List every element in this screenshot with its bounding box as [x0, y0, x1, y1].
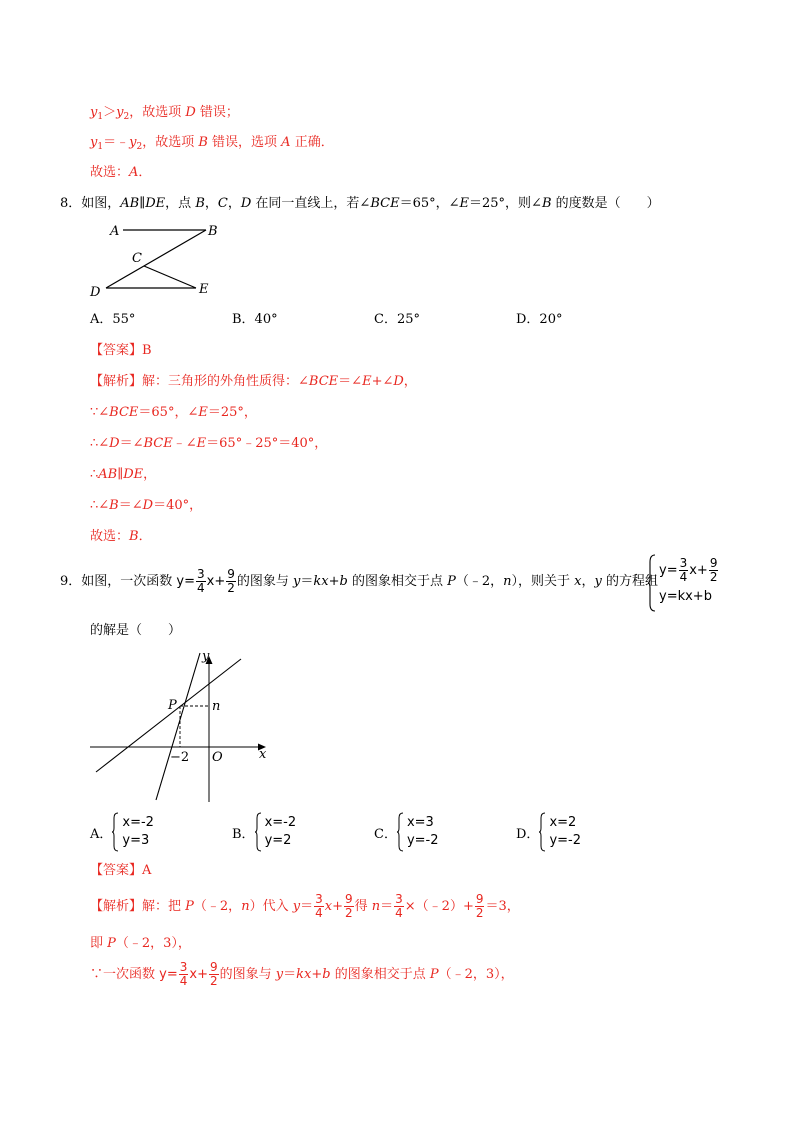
q9-sol-frac-9-2: $\frac{9}{2}$	[344, 892, 353, 920]
q8-answer: 【答案】B	[90, 343, 152, 358]
q9-answer: 【答案】A	[90, 863, 152, 878]
q8-solution-line-3: ∴∠D＝∠BCE﹣∠E＝65°﹣25°＝40°，	[90, 436, 328, 451]
q9-solution-line-2: 即 P（﹣2，3），	[90, 936, 191, 951]
q8-solution-line-5: ∴∠B＝∠D＝40°，	[90, 498, 203, 513]
q9-system-frac-3-4: $\frac{3}{4}$	[679, 556, 688, 584]
q9-stem-frac-3-4: $\frac{3}{4}$	[197, 567, 205, 595]
q9-label-p: P	[168, 698, 177, 713]
q9-figure	[88, 646, 278, 806]
q9-sol3-frac-3-4: $\frac{3}{4}$	[179, 960, 188, 988]
q8-option-c[interactable]: C．25°	[374, 312, 420, 327]
q8-solution-line-2: ∵∠BCE＝65°，∠E＝25°，	[90, 405, 257, 420]
q9-stem-frac-9-2: $\frac{9}{2}$	[227, 567, 235, 595]
q9-option-d-brace	[539, 812, 546, 852]
q8-label-a: A	[110, 224, 120, 239]
q9-label-x: x	[259, 747, 267, 762]
q8-line-bd	[106, 230, 206, 288]
q9-system-frac-9-2: $\frac{9}{2}$	[709, 556, 718, 584]
q8-solution-line-4: ∴AB∥DE，	[90, 467, 157, 482]
q9-option-b[interactable]: B． x=-2 y=2	[232, 812, 296, 852]
q8-label-b: B	[208, 224, 218, 239]
q8-line-ce	[144, 266, 196, 288]
q8-option-a[interactable]: A．55°	[90, 312, 136, 327]
q8-figure	[80, 218, 230, 302]
q9-option-c-brace	[397, 812, 404, 852]
q9-label-y: y	[202, 649, 210, 664]
q8-solution-line-6: 故选：B．	[90, 529, 152, 544]
q8-label-e: E	[199, 282, 209, 297]
q9-stem-line-2: 的解是（ ）	[90, 623, 182, 638]
q9-option-a-brace	[112, 812, 119, 852]
prev-solution-line-2: $y_1=﹣y_2$，故选项 B 错误，选项 A 正确．	[90, 135, 334, 152]
q9-solution-line-3: ∵一次函数 y= $\frac{3}{4}$ x+ $\frac{9}{2}$ 的图象与 y＝kx+b 的图象相交于点 P（﹣2，3），	[90, 960, 514, 988]
prev-solution-line-1: $y_1>y_2$，故选项 D 错误；	[90, 105, 239, 122]
q9-system-row-2: y=kx+b	[659, 589, 712, 604]
q9-label-n: n	[212, 699, 221, 714]
q9-solution-line-1: 【解析】解：把 P（﹣2，n）代入 y＝ $\frac{3}{4}$ x+ $\frac{9}{2}$ 得 n＝ $\frac{3}{4}$ ×（﹣2）+ $\frac{9}{2}$ ＝3，	[90, 892, 520, 920]
q9-system-brace	[648, 554, 656, 612]
q8-label-d: D	[90, 285, 101, 300]
q9-option-b-brace	[255, 812, 262, 852]
q9-option-a[interactable]: A． x=-2 y=3	[90, 812, 154, 852]
q8-option-d[interactable]: D．20°	[516, 312, 563, 327]
q9-stem: 9．如图，一次函数 y= $\frac{3}{4}$ x+ $\frac{9}{2}$ 的图象与 y＝kx+b 的图象相交于点 P（﹣2，n），则关于 x，y 的方程组	[60, 567, 659, 595]
prev-choice-line: 故选：A．	[90, 165, 152, 180]
q9-option-c[interactable]: C． x=3 y=-2	[374, 812, 439, 852]
q9-sol-frac-3-4b: $\frac{3}{4}$	[395, 892, 403, 920]
q8-stem: 8．如图，AB∥DE，点 B，C，D 在同一直线上，若∠BCE＝65°，∠E＝25°，则∠B 的度数是（ ）	[60, 196, 660, 211]
q8-solution-line-1: 【解析】解：三角形的外角性质得：∠BCE＝∠E+∠D，	[90, 374, 417, 389]
q9-sol3-frac-9-2: $\frac{9}{2}$	[209, 960, 218, 988]
q9-sol-frac-3-4: $\frac{3}{4}$	[315, 892, 323, 920]
q8-label-c: C	[132, 251, 142, 266]
q9-system-row-1: y= $\frac{3}{4}$ x+ $\frac{9}{2}$	[659, 556, 718, 584]
q9-sol-frac-9-2b: $\frac{9}{2}$	[475, 892, 484, 920]
q9-label-neg2: −2	[170, 750, 190, 765]
q8-option-b[interactable]: B．40°	[232, 312, 278, 327]
q9-line-y-kx-b	[156, 653, 200, 800]
q9-label-origin: O	[212, 750, 223, 765]
q9-option-d[interactable]: D． x=2 y=-2	[516, 812, 581, 852]
q9-equation-system	[648, 554, 719, 612]
